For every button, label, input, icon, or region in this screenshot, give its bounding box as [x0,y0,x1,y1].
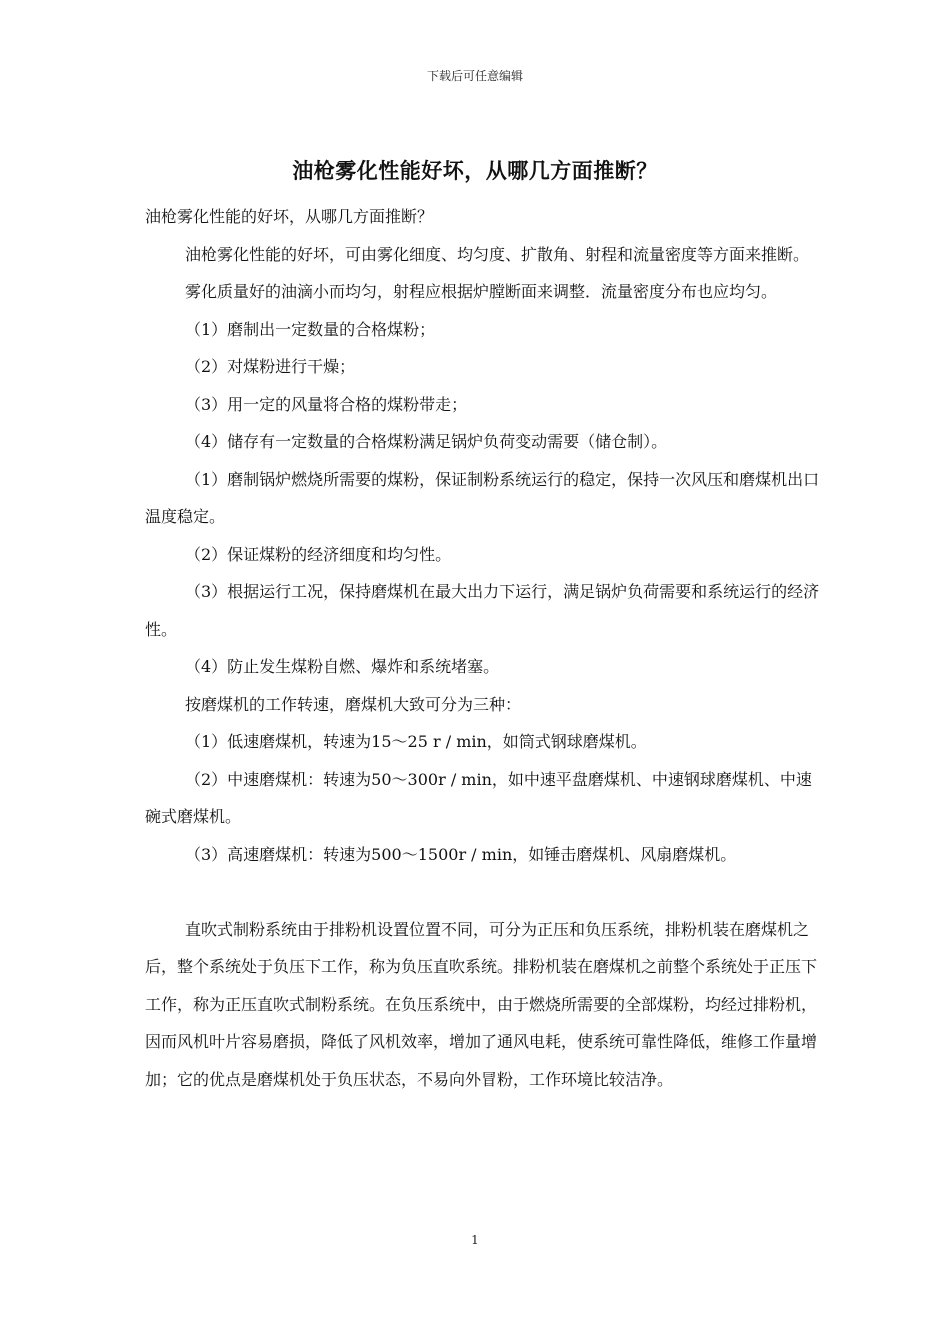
list-item: （3）高速磨煤机：转速为500～1500r / min，如锤击磨煤机、风扇磨煤机。 [185,844,737,864]
list-item: （3）用一定的风量将合格的煤粉带走； [185,394,468,414]
page-number: 1 [471,1233,479,1247]
list-item: （2）保证煤粉的经济细度和均匀性。 [185,544,452,564]
list-item: （1）低速磨煤机，转速为15～25 r / min，如筒式钢球磨煤机。 [185,732,647,751]
list-item: （1）磨制出一定数量的合格煤粉； [185,319,436,339]
mill-types-intro: 按磨煤机的工作转速，磨煤机大致可分为三种： [185,694,522,714]
atomization-quality-paragraph: 雾化质量好的油滴小而均匀，射程应根据炉膛断面来调整．流量密度分布也应均匀。 [185,282,778,301]
atomization-criteria-paragraph: 油枪雾化性能的好坏，可由雾化细度、均匀度、扩散角、射程和流量密度等方面来推断。 [185,244,810,264]
list-item: （1）磨制锅炉燃烧所需要的煤粉，保证制粉系统运行的稳定，保持一次风压和磨煤机出口温度稳定。 [145,469,820,526]
paragraph-spacer [145,873,825,911]
document-body [145,198,825,1098]
list-item: （3）根据运行工况，保持磨煤机在最大出力下运行，满足锅炉负荷需要和系统运行的经济性。 [145,582,820,639]
list-item: （4）防止发生煤粉自燃、爆炸和系统堵塞。 [185,657,500,676]
list-item: （2）中速磨煤机：转速为50～300r / min，如中速平盘磨煤机、中速钢球磨煤机、中速碗式磨煤机。 [145,769,812,826]
page-header: 下载后可任意编辑 [426,69,523,83]
direct-blowing-system-paragraph: 直吹式制粉系统由于排粉机设置位置不同，可分为正压和负压系统，排粉机装在磨煤机之后，整个系统处于负压下工作，称为负压直吹系统。排粉机装在磨煤机之前整个系统处于正压下工作，称为正压直吹式制粉系统。在负压系统中，由于燃烧所需要的全部煤粉，均经过排粉机，因而风机叶片容易磨损，降低了风机效率，增加了通风电耗，使系统可靠性降低，维修工作量增加；它的优点是磨煤机处于负压状态，不易向外冒粉，工作环境比较洁净。 [145,919,818,1089]
list-item: （4）储存有一定数量的合格煤粉满足锅炉负荷变动需要（储仓制）。 [185,432,668,451]
document-title: 油枪雾化性能好坏，从哪几方面推断？ [292,159,658,183]
question-paragraph: 油枪雾化性能的好坏，从哪几方面推断？ [145,207,434,226]
list-item: （2）对煤粉进行干燥； [185,357,356,376]
